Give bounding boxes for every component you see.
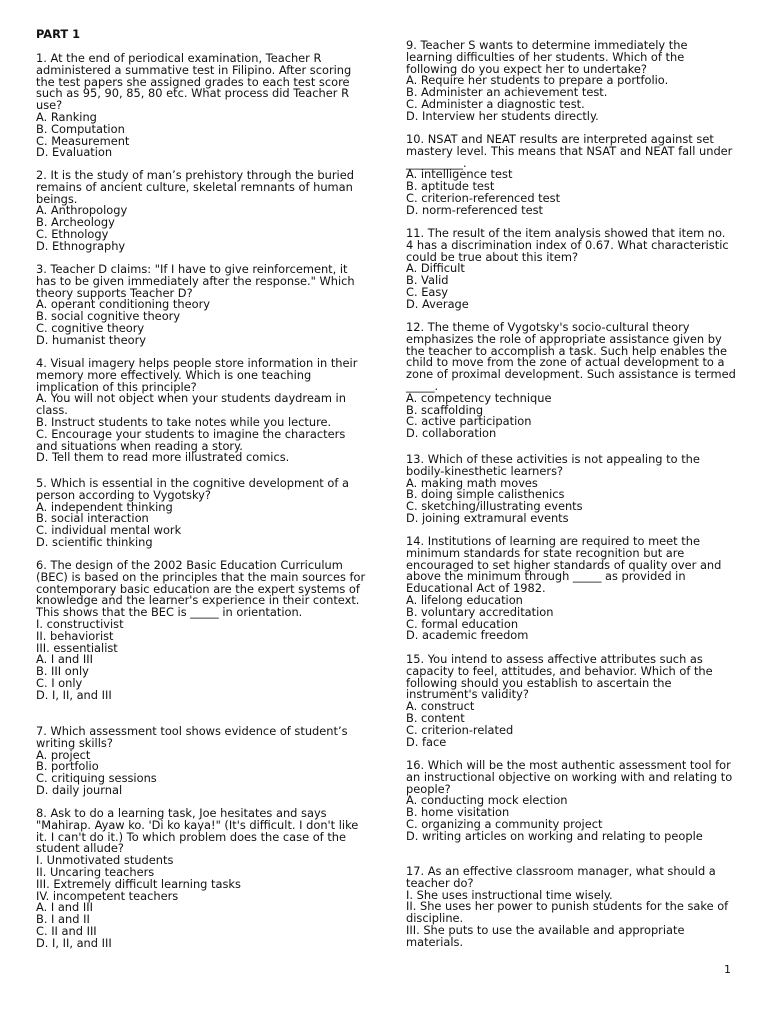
question-text: 16. Which will be the most authentic assessment tool for an instructional objective on working with and relating to people?: [406, 758, 733, 796]
question-item: [406, 454, 736, 525]
answer-option: B. content: [406, 710, 465, 725]
answer-option: A. operant conditioning theory: [36, 297, 210, 312]
answer-option: C. Measurement: [36, 133, 130, 148]
question-item: [36, 170, 370, 253]
answer-option: II. Uncaring teachers: [36, 864, 155, 879]
answer-option: IV. incompetent teachers: [36, 888, 179, 903]
question-text: 17. As an effective classroom manager, what should a teacher do?: [406, 864, 716, 890]
answer-option: C. active participation: [406, 414, 532, 429]
question-item: [406, 134, 736, 217]
answer-option: B. doing simple calisthenics: [406, 487, 565, 502]
answer-option: B. scaffolding: [406, 402, 484, 417]
answer-option: A. construct: [406, 699, 475, 714]
question-item: [36, 53, 370, 159]
answer-option: B. portfolio: [36, 759, 99, 774]
answer-option: A. competency technique: [406, 390, 552, 405]
answer-option: C. I only: [36, 675, 83, 690]
answer-option: C. criterion-related: [406, 722, 514, 737]
question-text: 15. You intend to assess affective attributes such as capacity to feel, attitudes, and behavior. Which of the following should you establish to ascertain the instrument's validity?: [406, 652, 713, 702]
answer-option: I. She uses instructional time wisely.: [406, 887, 613, 902]
answer-option: B. Instruct students to take notes while you lecture.: [36, 414, 332, 429]
answer-option: C. sketching/illustrating events: [406, 499, 583, 514]
question-text: 7. Which assessment tool shows evidence of student’s writing skills?: [36, 724, 348, 750]
question-item: [36, 358, 370, 464]
answer-option: B. III only: [36, 664, 89, 679]
question-item: [406, 760, 736, 843]
answer-option: C. formal education: [406, 616, 519, 631]
answer-option: A. lifelong education: [406, 592, 523, 607]
answer-option: D. I, II, and III: [36, 935, 112, 950]
answer-option: D. I, II, and III: [36, 687, 112, 702]
answer-option: C. Encourage your students to imagine the characters and situations when reading a story.: [36, 426, 346, 453]
question-text: 12. The theme of Vygotsky's socio-cultural theory emphasizes the role of appropriate assistance given by the teacher to accomplish a task. Such help enables the child to move from the zone of actual development to a zone of proximal development. Such assistance is termed _____.: [406, 320, 736, 393]
question-item: [406, 866, 736, 949]
question-text: 11. The result of the item analysis showed that item no. 4 has a discrimination index of 0.67. What characteristic could be true about this item?: [406, 226, 729, 264]
answer-option: D. face: [406, 734, 447, 749]
answer-option: C. Administer a diagnostic test.: [406, 96, 585, 111]
question-item: [406, 40, 736, 123]
answer-option: C. cognitive theory: [36, 320, 145, 335]
answer-option: II. She uses her power to punish students for the sake of discipline.: [406, 899, 729, 926]
question-text: 10. NSAT and NEAT results are interpreted against set mastery level. This means that NSAT and NEAT fall under __________.: [406, 132, 733, 170]
answer-option: A. independent thinking: [36, 499, 173, 514]
answer-option: III. She puts to use the available and appropriate materials.: [406, 922, 685, 949]
answer-option: D. scientific thinking: [36, 534, 153, 549]
answer-option: A. project: [36, 747, 91, 762]
answer-option: C. individual mental work: [36, 523, 182, 538]
answer-option: C. criterion-referenced test: [406, 190, 561, 205]
answer-option: A. conducting mock election: [406, 793, 568, 808]
answer-option: A. Anthropology: [36, 203, 128, 218]
question-item: [36, 560, 370, 702]
page-number: 1: [724, 963, 731, 976]
answer-option: B. Computation: [36, 121, 125, 136]
answer-option: II. behaviorist: [36, 628, 114, 643]
answer-option: B. voluntary accreditation: [406, 604, 554, 619]
answer-option: D. Interview her students directly.: [406, 108, 599, 123]
answer-option: B. Administer an achievement test.: [406, 85, 608, 100]
answer-option: III. essentialist: [36, 640, 118, 655]
answer-option: A. You will not object when your students daydream in class.: [36, 391, 346, 418]
question-item: [406, 228, 736, 311]
answer-option: D. Ethnography: [36, 238, 126, 253]
question-item: [406, 536, 736, 642]
question-text: 9. Teacher S wants to determine immediately the learning difficulties of her students. Which of the following do you expect her to undertake?: [406, 38, 688, 76]
question-text: 5. Which is essential in the cognitive development of a person according to Vygotsky?: [36, 476, 349, 502]
answer-option: A. I and III: [36, 652, 93, 667]
question-text: 3. Teacher D claims: "If I have to give reinforcement, it has to be given immediately after the response." Which theory supports Teacher D?: [36, 262, 355, 300]
answer-option: B. home visitation: [406, 805, 510, 820]
answer-option: A. Ranking: [36, 109, 97, 124]
question-text: 4. Visual imagery helps people store information in their memory more effectively. Which is one teaching implication of this principle?: [36, 356, 358, 394]
question-text: 14. Institutions of learning are required to meet the minimum standards for state recognition but are encouraged to set higher standards of quality over and above the minimum through _____ as provided in Educational Act of 1982.: [406, 534, 722, 596]
answer-option: B. Archeology: [36, 215, 115, 230]
answer-option: A. intelligence test: [406, 167, 513, 182]
answer-option: D. daily journal: [36, 782, 123, 797]
question-item: [406, 322, 736, 440]
answer-option: B. social interaction: [36, 511, 149, 526]
question-text: 1. At the end of periodical examination, Teacher R administered a summative test in Filipino. After scoring the test papers she assigned grades to each test score such as 95, 90, 85, 80 etc. What process did Teacher R use?: [36, 51, 352, 113]
answer-option: D. writing articles on working and relating to people: [406, 828, 703, 843]
answer-option: III. Extremely difficult learning tasks: [36, 876, 241, 891]
answer-option: I. constructivist: [36, 616, 124, 631]
answer-option: A. I and III: [36, 900, 93, 915]
question-text: 13. Which of these activities is not appealing to the bodily-kinesthetic learners?: [406, 452, 700, 478]
answer-option: D. joining extramural events: [406, 510, 569, 525]
answer-option: B. social cognitive theory: [36, 309, 181, 324]
answer-option: D. Average: [406, 296, 469, 311]
answer-option: C. Ethnology: [36, 226, 109, 241]
answer-option: D. collaboration: [406, 426, 497, 441]
answer-option: B. Valid: [406, 273, 449, 288]
answer-option: D. Tell them to read more illustrated comics.: [36, 450, 290, 465]
question-text: 2. It is the study of man’s prehistory through the buried remains of ancient culture, skeletal remnants of human beings.: [36, 168, 354, 206]
answer-option: A. Difficult: [406, 261, 465, 276]
answer-option: This shows that the BEC is _____ in orientation.: [36, 605, 303, 620]
question-text: 8. Ask to do a learning task, Joe hesitates and says "Mahirap. Ayaw ko. 'Di ko kaya!" (It's difficult. I don't like it. I can't do it.) To which problem does the case of the student allude?: [36, 806, 359, 856]
answer-option: C. II and III: [36, 923, 97, 938]
answer-option: I. Unmotivated students: [36, 853, 174, 868]
answer-option: D. Evaluation: [36, 145, 113, 160]
answer-option: A. Require her students to prepare a portfolio.: [406, 73, 669, 88]
question-text: 6. The design of the 2002 Basic Education Curriculum (BEC) is based on the principles that the main sources for contemporary basic education are the expert systems of knowledge and the learner's experience in their context.: [36, 558, 366, 608]
answer-option: D. norm-referenced test: [406, 202, 544, 217]
question-item: [406, 654, 736, 748]
question-item: [36, 478, 370, 549]
part-title: PART 1: [36, 27, 81, 41]
answer-option: C. Easy: [406, 284, 449, 299]
question-item: [36, 726, 370, 797]
question-item: [36, 808, 370, 950]
question-item: [36, 264, 370, 347]
answer-option: C. organizing a community project: [406, 816, 603, 831]
answer-option: D. humanist theory: [36, 332, 147, 347]
answer-option: A. making math moves: [406, 475, 538, 490]
answer-option: B. aptitude test: [406, 179, 495, 194]
answer-option: D. academic freedom: [406, 628, 529, 643]
answer-option: B. I and II: [36, 912, 90, 927]
answer-option: C. critiquing sessions: [36, 771, 157, 786]
